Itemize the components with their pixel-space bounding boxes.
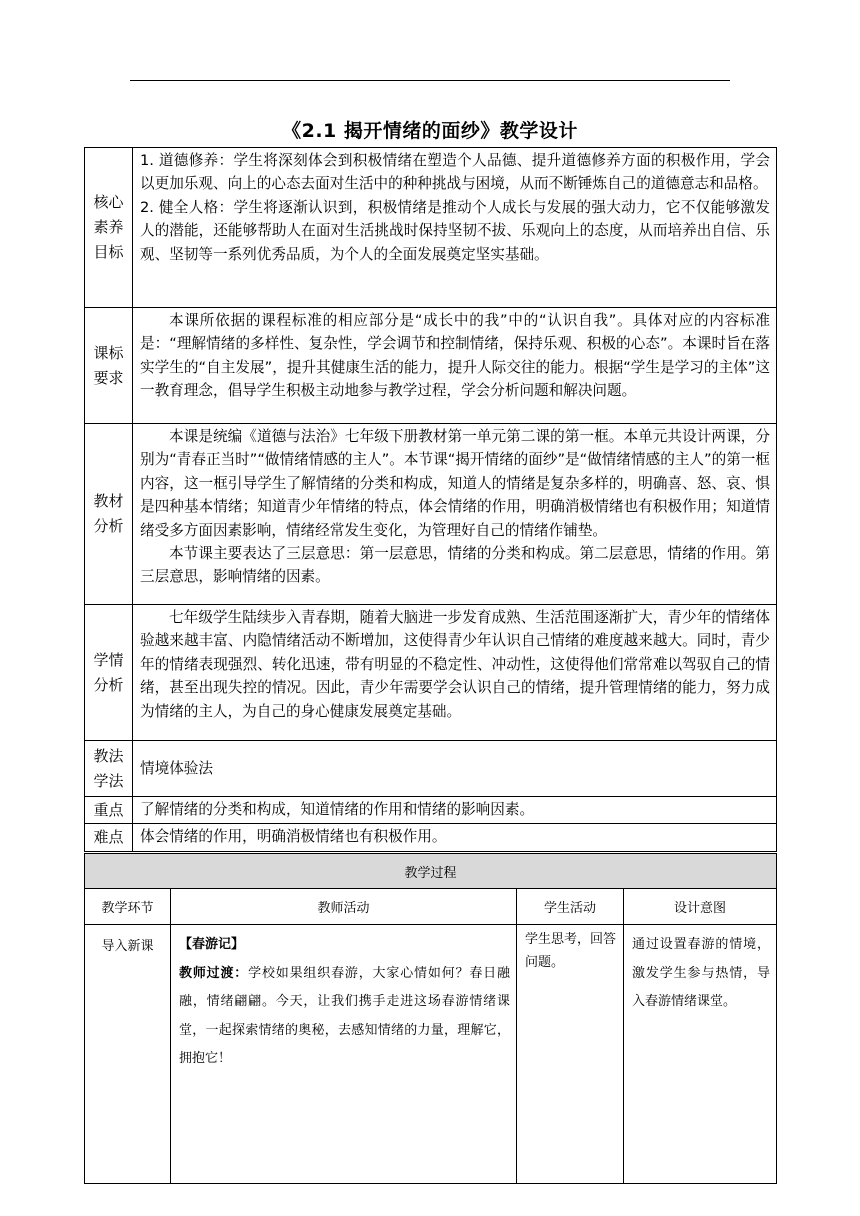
row-content <box>133 797 777 824</box>
process-band-row <box>85 854 777 889</box>
row-label: 课标要求 <box>85 308 133 424</box>
info-row-curriculum <box>85 308 777 424</box>
activity-heading: 【春游记】 <box>179 937 245 952</box>
lesson-info-table <box>84 147 777 852</box>
student-activity-cell: 学生思考，回答问题。 <box>517 925 624 1184</box>
teacher-activity-cell <box>171 925 517 1184</box>
paragraph: 情境体验法 <box>140 759 213 777</box>
row-content <box>133 148 777 308</box>
row-label: 难点 <box>85 824 133 852</box>
paragraph: 体会情绪的作用，明确消极情绪也有积极作用。 <box>140 828 447 845</box>
row-content <box>133 605 777 741</box>
row-label: 核心素养目标 <box>85 148 133 308</box>
paragraph: 2. 健全人格：学生将逐渐认识到，积极情绪是推动个人成长与发展的强大动力，它不仅能够激发人的潜能，还能够帮助人在面对生活挑战时保持坚韧不拔、乐观向上的态度，从而培养出自信、乐观、坚韧等一系列优秀品质，为个人的全面发展奠定坚实基础。 <box>140 198 770 263</box>
paragraph: 本课所依据的课程标准的相应部分是“成长中的我”中的“认识自我”。具体对应的内容标准是：“理解情绪的多样性、复杂性，学会调节和控制情绪，保持乐观、积极的心态”。本课时旨在落实学生的“自主发展”，提升其健康生活的能力，提升人际交往的能力。根据“学生是学习的主体”这一教育理念，倡导学生积极主动地参与教学过程，学会分析问题和解决问题。 <box>140 312 770 400</box>
header-intent: 设计意图 <box>624 889 777 925</box>
row-label: 学情分析 <box>85 605 133 741</box>
header-student: 学生活动 <box>517 889 624 925</box>
row-content <box>133 741 777 797</box>
teaching-process-table <box>84 853 777 1184</box>
header-teacher: 教师活动 <box>171 889 517 925</box>
teacher-paragraph <box>179 960 510 1074</box>
header-stage: 教学环节 <box>85 889 171 925</box>
paragraph: 1. 道德修养：学生将深刻体会到积极情绪在塑造个人品德、提升道德修养方面的积极作用，学会以更加乐观、向上的心态去面对生活中的种种挑战与困境，从而不断锤炼自己的道德意志和品格。 <box>140 152 770 193</box>
info-row-core-literacy <box>85 148 777 308</box>
header-rule <box>130 80 730 81</box>
document-title: 《2.1 揭开情绪的面纱》教学设计 <box>282 120 578 142</box>
row-content <box>133 824 777 852</box>
teacher-lead: 教师过渡： <box>179 965 249 981</box>
paragraph: 本课是统编《道德与法治》七年级下册教材第一单元第二课的第一框。本单元共设计两课，分别为“青春正当时”“做情绪情感的主人”。本节课“揭开情绪的面纱”是“做情绪情感的主人”的第一框内容，这一框引导学生了解情绪的分类和构成，知道人的情绪是复杂多样的，明确喜、怒、哀、惧是四种基本情绪；知道青少年情绪的特点，体会情绪的作用，明确消极情绪也有积极作用；知道情绪受多方面因素影响，情绪经常发生变化，为管理好自己的情绪作铺垫。 <box>140 428 770 539</box>
paragraph: 七年级学生陆续步入青春期，随着大脑进一步发育成熟、生活范围逐渐扩大，青少年的情绪体验越来越丰富、内隐情绪活动不断增加，这使得青少年认识自己情绪的难度越来越大。同时，青少年的情绪表现强烈、转化迅速，带有明显的不稳定性、冲动性，这使得他们常常难以驾驭自己的情绪，甚至出现失控的情况。因此，青少年需要学会认识自己的情绪，提升管理情绪的能力，努力成为情绪的主人，为自己的身心健康发展奠定基础。 <box>140 609 770 720</box>
teacher-text: 学校如果组织春游，大家心情如何？春日融融，情绪翩翩。今天，让我们携手走进这场春游情绪课堂，一起探索情绪的奥秘，去感知情绪的力量，理解它，拥抱它！ <box>179 965 510 1066</box>
stage-cell: 导入新课 <box>85 925 171 1184</box>
paragraph: 了解情绪的分类和构成，知道情绪的作用和情绪的影响因素。 <box>140 801 535 818</box>
row-content <box>133 308 777 424</box>
info-row-students <box>85 605 777 741</box>
info-row-methods <box>85 741 777 797</box>
paragraph: 本节课主要表达了三层意思：第一层意思，情绪的分类和构成。第二层意思，情绪的作用。第三层意思，影响情绪的因素。 <box>140 545 770 586</box>
design-intent-cell: 通过设置春游的情境，激发学生参与热情，导入春游情绪课堂。 <box>624 925 777 1184</box>
process-band-title: 教学过程 <box>85 854 777 889</box>
row-label: 重点 <box>85 797 133 824</box>
row-content <box>133 424 777 605</box>
process-row <box>85 925 777 1184</box>
info-row-key-points <box>85 797 777 824</box>
row-label: 教材分析 <box>85 424 133 605</box>
info-row-difficulties <box>85 824 777 852</box>
process-header-row <box>85 889 777 925</box>
info-row-textbook <box>85 424 777 605</box>
row-label: 教法学法 <box>85 741 133 797</box>
